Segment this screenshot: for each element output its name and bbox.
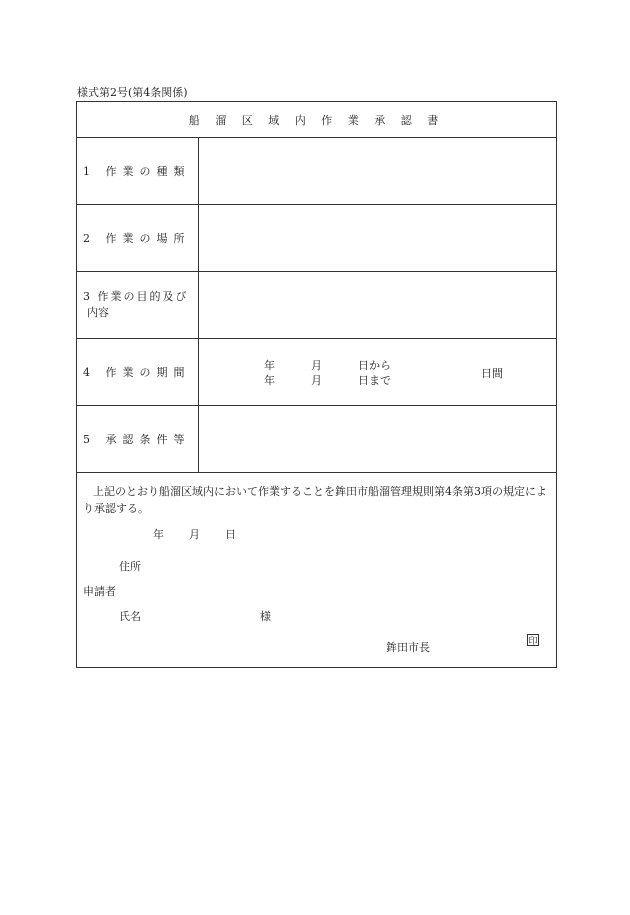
row-work-purpose — [77, 272, 556, 339]
seal-label: 印 — [528, 636, 538, 647]
applicant-label: 申請者 — [83, 585, 116, 598]
approval-statement: 上記のとおり船溜区域内において作業することを鉾田市船溜管理規則第4条第3項の規定により承認する。 — [83, 485, 547, 515]
period-month: 月 — [311, 359, 322, 372]
period-year: 年 — [264, 359, 275, 372]
row-label-line1: 3 作業の目的及び — [83, 290, 189, 303]
row-work-location — [77, 205, 556, 272]
row-approval-conditions — [77, 406, 556, 473]
honorific-label: 様 — [260, 610, 271, 623]
period-from: 日から — [358, 359, 391, 372]
form-title: 船 溜 区 域 内 作 業 承 認 書 — [77, 102, 556, 138]
seal-stamp-box — [527, 634, 539, 646]
date-year: 年 — [153, 528, 164, 541]
row-label: 5 承認条件等 — [77, 406, 199, 472]
row-label: 4 作業の期間 — [77, 339, 199, 405]
period-until: 日まで — [358, 374, 391, 387]
period-days: 日間 — [481, 367, 503, 380]
address-label: 住所 — [119, 560, 141, 573]
form-number-label: 様式第2号(第4条関係) — [77, 86, 188, 99]
row-label-cell — [77, 272, 199, 338]
row-work-type — [77, 138, 556, 205]
approval-form — [76, 101, 557, 668]
declaration-section — [77, 471, 556, 669]
row-label: 2 作業の場所 — [77, 205, 199, 271]
date-day: 日 — [225, 528, 236, 541]
period-year: 年 — [264, 374, 275, 387]
name-label: 氏名 — [119, 610, 141, 623]
row-work-period — [77, 339, 556, 406]
period-month: 月 — [311, 374, 322, 387]
row-label: 1 作業の種類 — [77, 138, 199, 204]
date-month: 月 — [189, 528, 200, 541]
row-label-line2: 内容 — [87, 306, 109, 319]
issuer-label: 鉾田市長 — [386, 641, 430, 654]
